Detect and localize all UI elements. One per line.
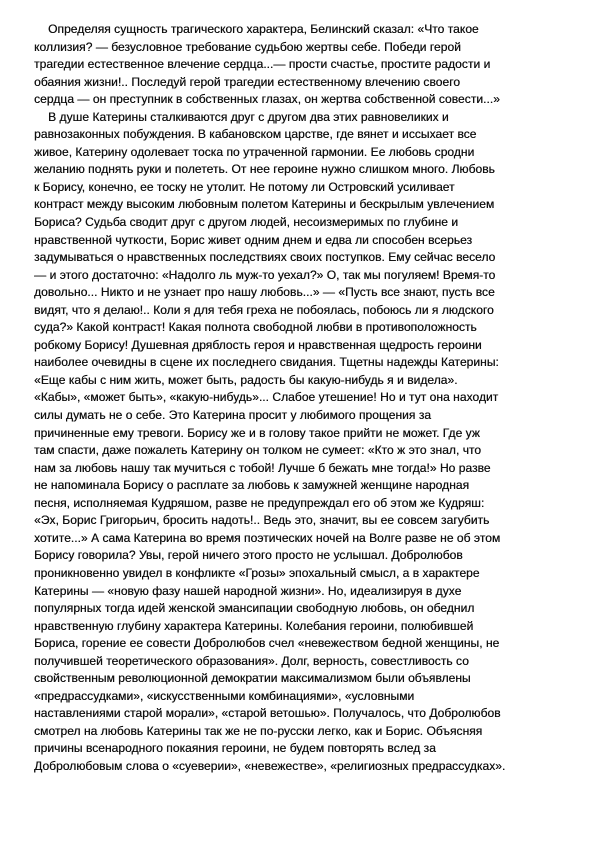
text-line: причины всенародного покаяния героини, не будем повторять вслед за xyxy=(34,741,436,756)
text-line: Бориса? Судьба сводит друг с другом людей, несоизмеримых по глубине и xyxy=(34,215,458,230)
text-line: обаяния жизни!.. Последуй герой трагедии естественному влечению своего xyxy=(34,74,460,89)
text-line: — и этого достаточно: «Надолго ль муж-то уехал?» О, так мы погуляем! Время-то xyxy=(34,267,496,282)
text-line: Определяя сущность трагического характера, Белинский сказал: «Что такое xyxy=(48,22,479,36)
text-line: задумываться о нравственных последствиях своих поступков. Ему сейчас весело xyxy=(34,250,496,265)
text-line: там спасти, даже пожалеть Катерину он толком не сумеет: «Кто ж это знал, что xyxy=(34,443,482,458)
text-line: нам за любовь нашу так мучиться с тобой! Лучше б бежать мне тогда!» Но разве xyxy=(34,460,491,475)
text-line: Катерины — «новую фазу нашей народной жизни». Но, идеализируя в духе xyxy=(34,583,462,598)
text-line: к Борису, конечно, ее тоску не утолит. Не потому ли Островский усиливает xyxy=(34,179,455,194)
text-line: робкому Борису! Душевная дряблость героя и нравственная щедрость героини xyxy=(34,337,482,352)
text-line: хотите...» А сама Катерина во время поэтических ночей на Волге разве не об этом xyxy=(34,530,501,545)
text-line: не напоминала Борису о расплате за любовь к замужней женщине народная xyxy=(34,478,470,493)
text-line: сердца — он преступник в собственных глазах, он жертва собственной совести...» xyxy=(34,92,500,107)
text-line: нравственной чуткости, Борис живет одним днем и едва ли способен всерьез xyxy=(34,232,473,247)
text-line: Добролюбовым слова о «суеверии», «невежестве», «религиозных предрассудках». xyxy=(34,758,506,773)
text-line: смотрел на любовь Катерины так же не по-русски легко, как и Борис. Объясняя xyxy=(34,723,483,738)
text-line: трагедии естественное влечение сердца...— прости счастье, простите радости и xyxy=(34,57,491,72)
text-line: довольно... Никто и не узнает про нашу любовь...» — «Пусть все знают, пусть все xyxy=(34,285,495,300)
text-line: получившей теоретического образования». Долг, верность, совестливость со xyxy=(34,653,469,668)
text-line: В душе Катерины сталкиваются друг с другом два этих равновеликих и xyxy=(48,109,449,124)
text-line: контраст между высоким любовным полетом Катерины и бескрылым увлечением xyxy=(34,197,495,212)
text-line: коллизия? — безусловное требование судьбою жертвы себе. Победи герой xyxy=(34,39,461,54)
text-line: «Еще кабы с ним жить, может быть, радость бы какую-нибудь я и видела». xyxy=(34,372,458,387)
text-line: проникновенно увидел в конфликте «Грозы» эпохальный смысл, а в характере xyxy=(34,565,480,580)
text-line: наиболее очевидны в сцене их последнего свидания. Тщетны надежды Катерины: xyxy=(34,355,499,370)
text-line: «Кабы», «может быть», «какую-нибудь»... Слабое утешение! Но и тут она находит xyxy=(34,390,499,405)
text-line: Борису говорила? Увы, герой ничего этого просто не услышал. Добролюбов xyxy=(34,548,463,563)
text-line: видят, что я делаю!.. Коли я для тебя греха не побоялась, побоюсь ли я людского xyxy=(34,302,494,317)
text-line: живое, Катерину одолевает тоска по утраченной гармонии. Ее любовь сродни xyxy=(34,144,475,159)
text-line: популярных тогда идей женской эмансипации свободную любовь, он обеднил xyxy=(34,601,475,616)
text-line: равнозаконных побуждения. В кабановском царстве, где вянет и иссыхает все xyxy=(34,127,477,142)
text-line: нравственную глубину характера Катерины. Колебания героини, полюбившей xyxy=(34,618,474,633)
text-line: суда?» Какой контраст! Какая полнота свободной любви в противоположность xyxy=(34,320,477,335)
text-line: «предрассудками», «искусственными комбинациями», «условными xyxy=(34,688,415,703)
text-line: песня, исполняемая Кудряшом, разве не предупреждал его об этом же Кудряш: xyxy=(34,495,485,510)
text-line: свойственным революционной демократии максимализмом были объявлены xyxy=(34,671,471,686)
text-line: «Эх, Борис Григорьич, бросить надоть!.. Ведь это, значит, вы ее совсем загубить xyxy=(34,513,490,528)
text-line: силы думать не о себе. Это Катерина просит у любимого прощения за xyxy=(34,408,431,423)
text-line: наставлениями старой морали», «старой ветошью». Получалось, что Добролюбов xyxy=(34,706,501,721)
document-body xyxy=(34,21,566,776)
text-line: желанию поднять руки и полететь. От нее героине нужно слишком много. Любовь xyxy=(34,162,495,177)
text-line: причиненные ему тревоги. Борису же и в голову такое прийти не может. Где уж xyxy=(34,425,480,440)
text-line: Бориса, горение ее совести Добролюбов счел «невежеством бедной женщины, не xyxy=(34,636,500,651)
